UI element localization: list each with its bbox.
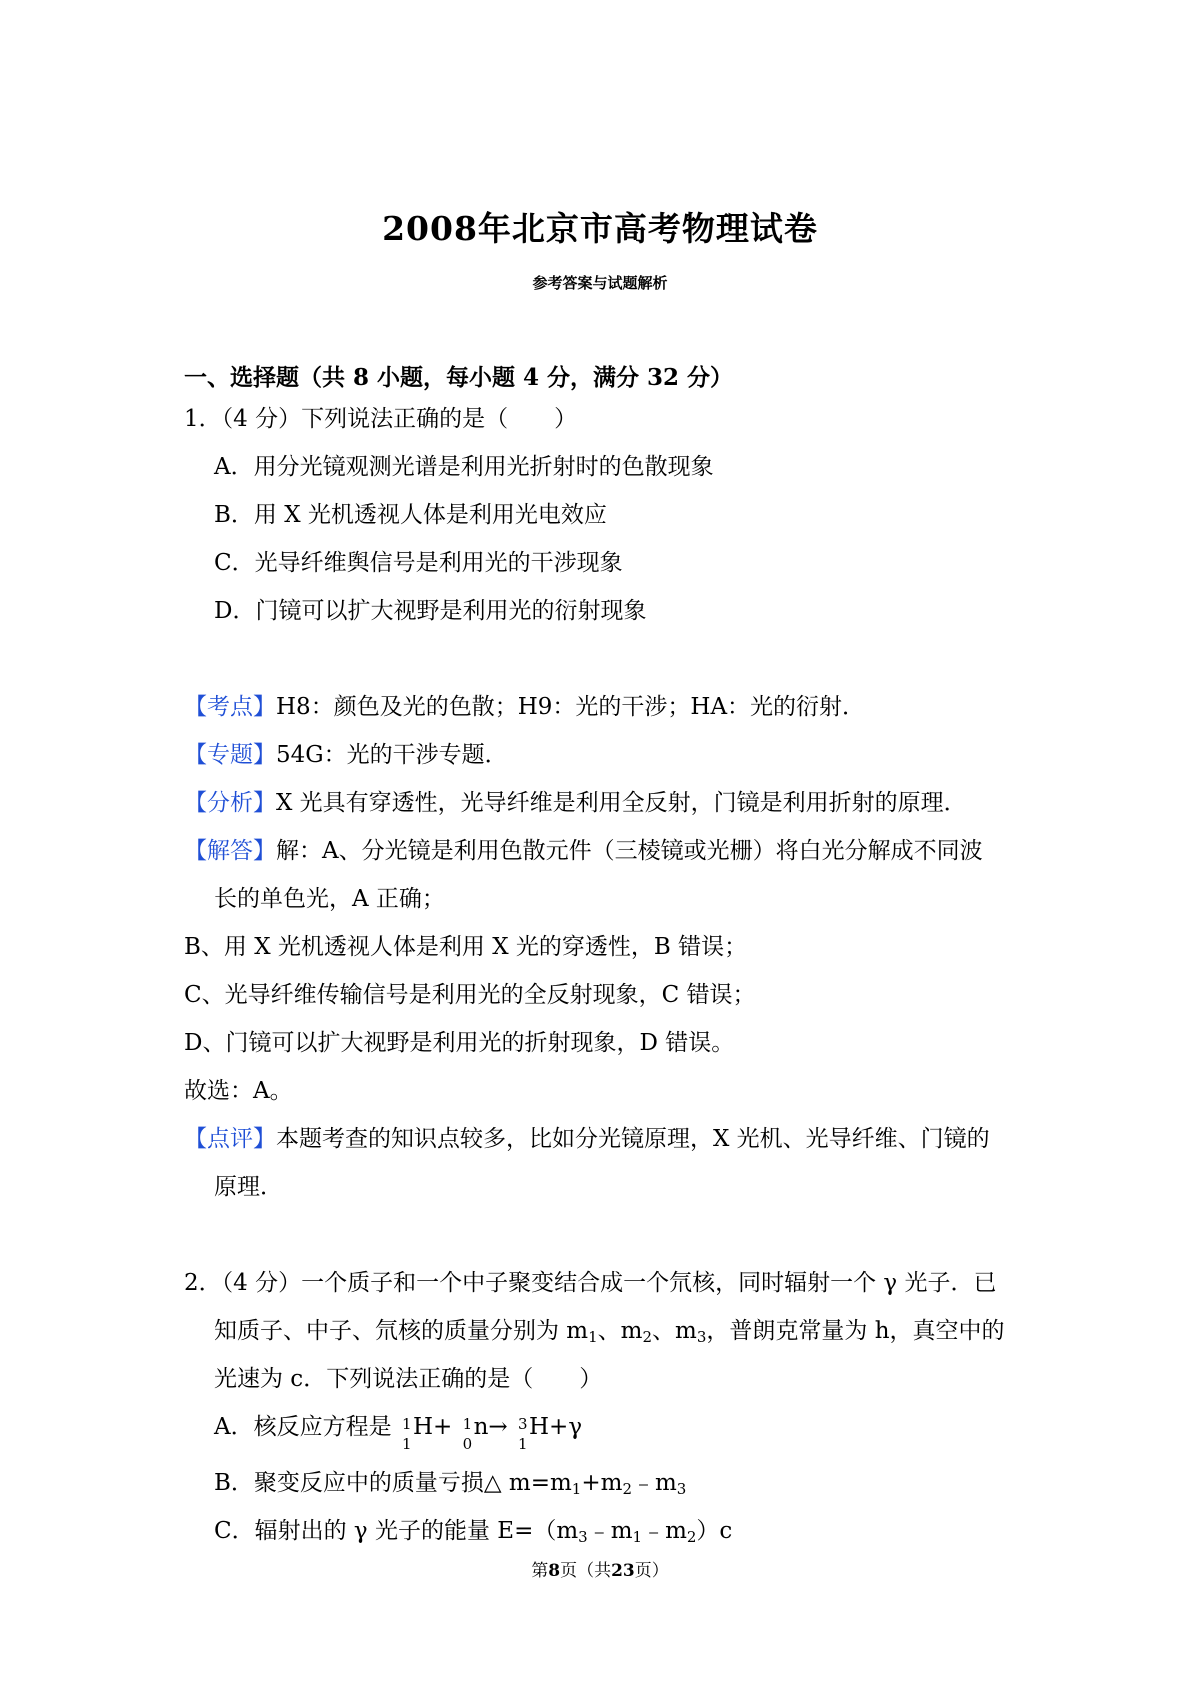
q1-option-b: B．用 X 光机透视人体是利用光电效应	[214, 502, 607, 528]
dianping-tag: 【点评】	[184, 1126, 276, 1152]
q2-stem-3: 光速为 c．下列说法正确的是（ ）	[214, 1366, 603, 1392]
neutron-nuclide	[460, 1413, 474, 1453]
q2-option-b-a: B．聚变反应中的质量亏损△ m=m	[214, 1470, 572, 1496]
kaodian-tag: 【考点】	[184, 694, 276, 720]
q2-option-b-b: +m	[581, 1470, 623, 1496]
page-title: 2008年北京市高考物理试卷	[382, 209, 818, 248]
neutron-mass-number: 1	[462, 1415, 473, 1433]
q2-option-b-c: ﹣m	[631, 1470, 677, 1496]
q1-fenxi	[184, 788, 967, 818]
sub-1: 1	[588, 1328, 598, 1346]
q2-stem-2b: 、m	[597, 1318, 643, 1344]
jieda-text-5: D、门镜可以扩大视野是利用光的折射现象，D 错误。	[184, 1030, 735, 1056]
dianping-text-2: 原理．	[214, 1174, 283, 1200]
q2-stem-2c: 、m	[652, 1318, 697, 1344]
q2-option-c-c: ﹣m	[642, 1518, 687, 1544]
q1-stem: 1．（4 分）下列说法正确的是（ ）	[184, 406, 578, 432]
page-footer	[0, 1556, 1200, 1581]
q2-option-c	[214, 1516, 732, 1552]
product-mass-number: 3	[518, 1415, 528, 1433]
neutron-symbol: n→	[473, 1414, 508, 1440]
footer-total-pages: 23	[611, 1561, 635, 1581]
section-heading: 一、选择题（共 8 小题，每小题 4 分，满分 32 分）	[184, 364, 734, 391]
jieda-text-2: 长的单色光，A 正确；	[214, 886, 445, 912]
sub-3: 3	[578, 1528, 588, 1546]
q2-option-c-b: ﹣m	[587, 1518, 633, 1544]
q1-option-a: A．用分光镜观测光谱是利用光折射时的色散现象	[214, 454, 714, 480]
page-subtitle: 参考答案与试题解析	[532, 274, 668, 292]
q2-option-a	[214, 1412, 583, 1453]
jieda-text-4: C、光导纤维传输信号是利用光的全反射现象，C 错误；	[184, 982, 756, 1008]
jieda-text-3: B、用 X 光机透视人体是利用 X 光的穿透性，B 错误；	[184, 934, 748, 960]
zhuanti-tag: 【专题】	[184, 742, 276, 768]
q2-option-c-a: C．辐射出的 γ 光子的能量 E=（m	[214, 1518, 579, 1544]
footer-middle: 页（共	[560, 1561, 612, 1581]
q1-answer: 故选：A。	[184, 1078, 293, 1104]
q1-jieda	[184, 836, 983, 866]
product-symbol: H+γ	[529, 1414, 583, 1440]
fenxi-tag: 【分析】	[184, 790, 276, 816]
q1-option-d: D．门镜可以扩大视野是利用光的衍射现象	[214, 598, 647, 624]
proton-mass-number: 1	[401, 1415, 412, 1433]
sub-3: 3	[696, 1328, 707, 1346]
q1-zhuanti	[184, 740, 508, 770]
footer-prefix: 第	[531, 1561, 549, 1581]
sub-2: 2	[642, 1328, 653, 1346]
q1-dianping	[184, 1124, 990, 1154]
product-nuclide	[515, 1413, 529, 1453]
sub-1: 1	[571, 1480, 582, 1498]
q2-stem-2d: ，普朗克常量为 h，真空中的	[706, 1318, 1005, 1344]
q1-option-c: C．光导纤维舆信号是利用光的干涉现象	[214, 550, 623, 576]
proton-nuclide	[399, 1413, 413, 1453]
fenxi-text: X 光具有穿透性，光导纤维是利用全反射，门镜是利用折射的原理．	[276, 790, 967, 816]
kaodian-text: H8：颜色及光的色散；H9：光的干涉；HA：光的衍射．	[276, 694, 866, 720]
sub-2: 2	[686, 1528, 697, 1546]
neutron-charge-number: 0	[462, 1435, 473, 1453]
q2-option-b	[214, 1468, 686, 1504]
jieda-text-1: 解：A、分光镜是利用色散元件（三棱镜或光栅）将白光分解成不同波	[276, 838, 983, 864]
dianping-text-1: 本题考查的知识点较多，比如分光镜原理，X 光机、光导纤维、门镜的	[276, 1126, 990, 1152]
footer-suffix: 页）	[634, 1561, 669, 1581]
q2-option-a-prefix: A．核反应方程是	[214, 1414, 392, 1440]
product-charge-number: 1	[518, 1435, 528, 1453]
sub-3: 3	[676, 1480, 687, 1498]
q1-kaodian	[184, 692, 865, 722]
q2-stem-2	[214, 1316, 1005, 1352]
proton-charge-number: 1	[401, 1435, 412, 1453]
q2-stem-1: 2．（4 分）一个质子和一个中子聚变结合成一个氘核，同时辐射一个 γ 光子．已	[184, 1270, 997, 1296]
jieda-tag: 【解答】	[184, 838, 276, 864]
zhuanti-text: 54G：光的干涉专题．	[276, 742, 508, 768]
q2-option-c-d: ）c	[696, 1518, 733, 1544]
q2-stem-2a: 知质子、中子、氘核的质量分别为 m	[214, 1318, 589, 1344]
sub-1: 1	[632, 1528, 643, 1546]
proton-symbol: H+	[412, 1414, 453, 1440]
sub-2: 2	[622, 1480, 632, 1498]
footer-page-number: 8	[548, 1561, 561, 1581]
